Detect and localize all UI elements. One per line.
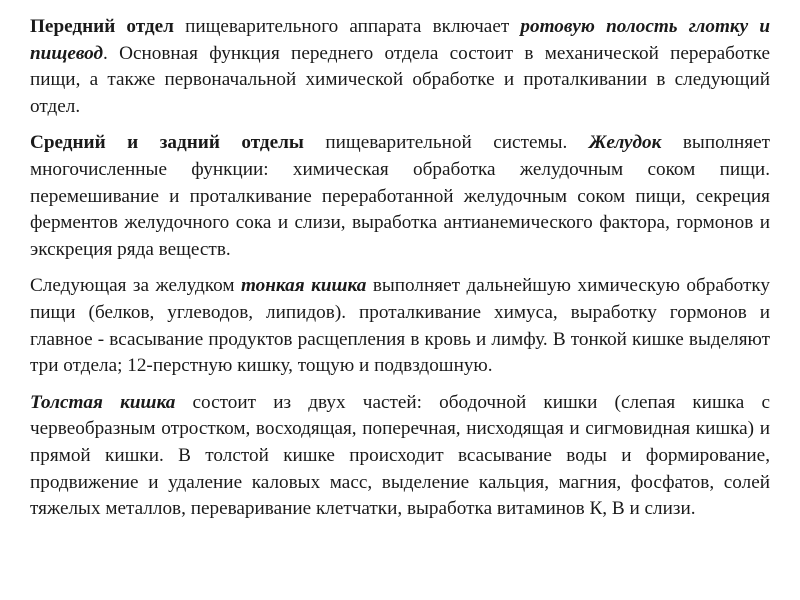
paragraph-large-intestine [30, 390, 770, 523]
paragraph-anterior-section [30, 14, 770, 120]
paragraph-text: Следующая за желудком [30, 275, 241, 297]
term-large-intestine: Толстая кишка [30, 391, 176, 413]
term-small-intestine: тонкая кишка [240, 275, 367, 297]
paragraph-text: выполняет дальнейшую химическую обработку пищи (белков, углеводов, липидов). проталкивание химуса, выработку гормонов и главное - всасывание продуктов расщепления в кровь и лимфу. В тонкой кишке выделяют три отдела; 12-перстную кишку, тощую и подвздошную. [30, 275, 770, 377]
paragraph-small-intestine [30, 273, 770, 379]
paragraph-text: состоит из двух частей: ободочной кишки (слепая кишка с червеобразным отростком, восходящая, поперечная, нисходящая и сигмовидная кишка) и прямой кишки. В толстой кишке происходит всасывание воды и формирование, продвижение и удаление каловых масс, выделение кальция, магния, фосфатов, солей тяжелых металлов, переваривание клетчатки, выработка витаминов К, В и слизи. [30, 391, 770, 520]
paragraph-text: пищеварительной системы. [303, 132, 589, 154]
paragraph-text: выполняет многочисленные функции: химическая обработка желудочным соком пищи. перемешивание и проталкивание переработанной желудочным соком пищи, секреция ферментов желудочного сока и слизи, выработка антианемического фактора, гормонов и экскреция ряда веществ. [30, 132, 770, 260]
term-anterior-section: Передний отдел [30, 16, 174, 37]
term-oral-cavity: ротовую полость глотку и пищевод [30, 16, 770, 64]
paragraph-text: пищеварительного аппарата включает [173, 16, 521, 37]
paragraph-middle-posterior-sections [30, 130, 770, 263]
paragraph-text: . Основная функция переднего отдела состоит в механической переработке пищи, а также первоначальной химической обработке и проталкивании в следующий отдел. [30, 42, 770, 117]
term-middle-posterior-sections: Средний и задний отделы [30, 132, 304, 154]
term-stomach: Желудок [588, 132, 662, 154]
